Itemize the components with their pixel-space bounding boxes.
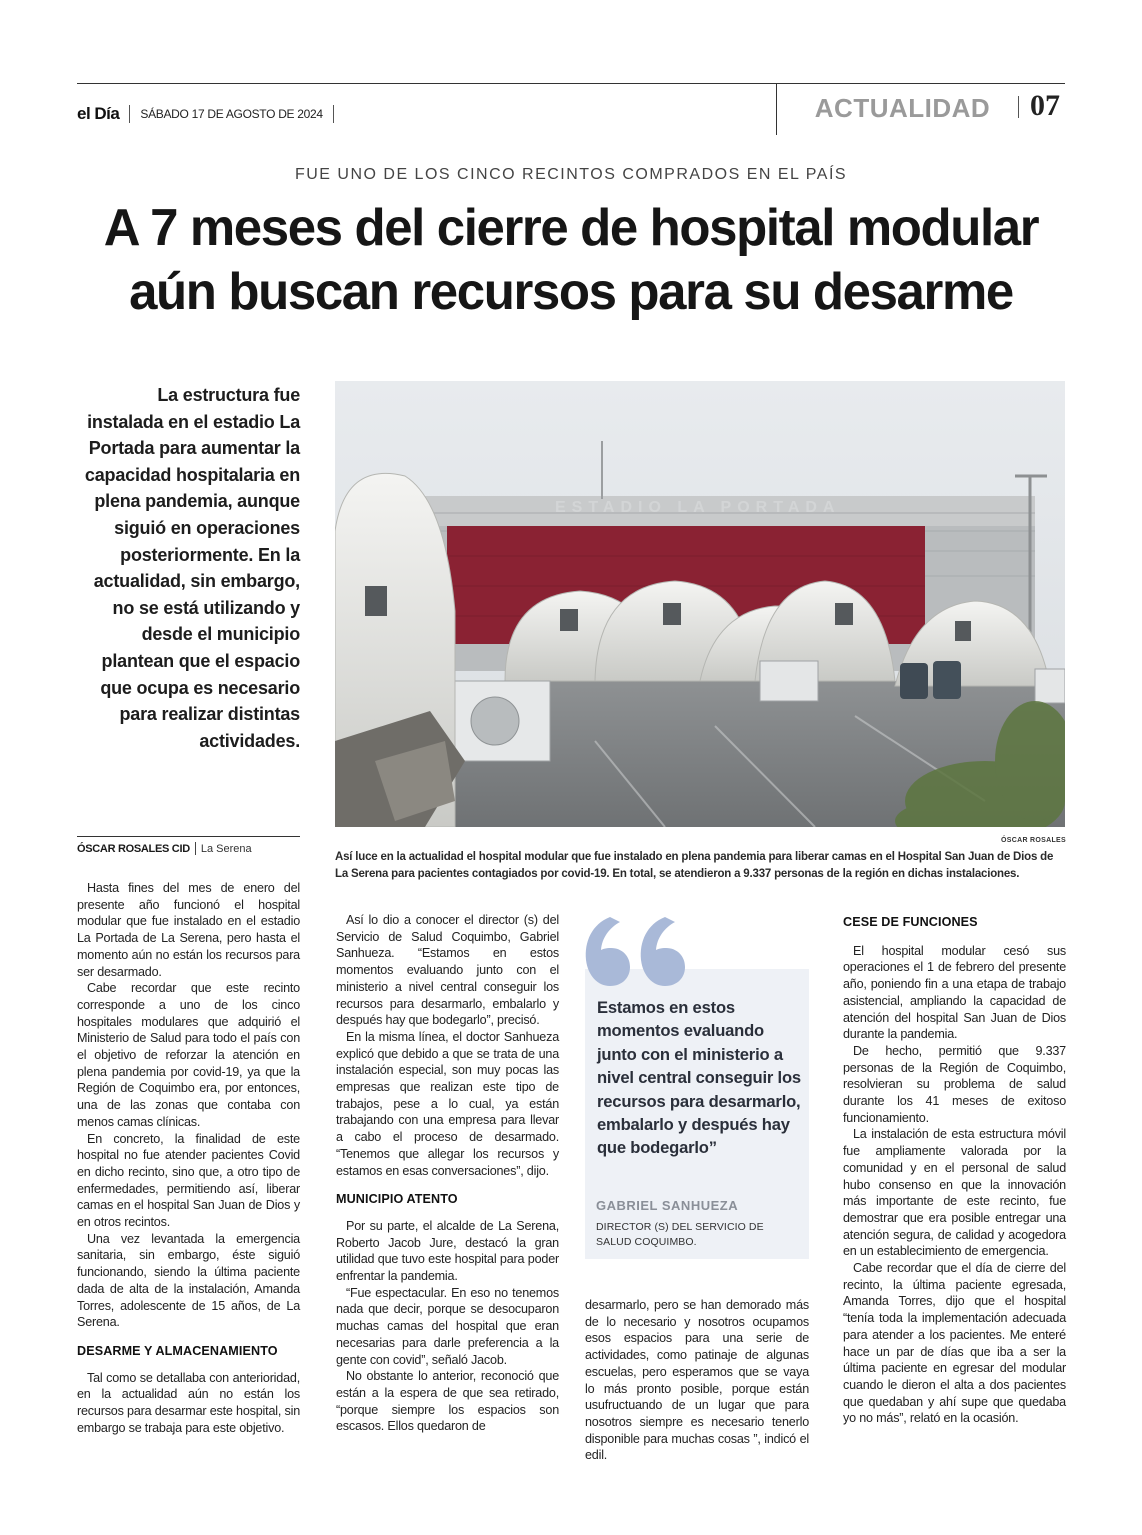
pull-quote-role: DIRECTOR (S) DEL SERVICIO DE SALUD COQUIMBO. — [596, 1221, 764, 1248]
headline-line-1: A 7 meses del cierre de hospital modular — [103, 199, 1039, 257]
paragraph: En concreto, la finalidad de este hospital no fue atender pacientes Covid en dicho recinto, sino que, a otro tipo de enfermedades, permitiendo así, liberar camas en el hospital San Juan de Dios y en otros recintos. — [77, 1131, 300, 1230]
section-name: ACTUALIDAD — [814, 93, 991, 123]
body-column-1 — [77, 880, 300, 1437]
subheading: MUNICIPIO ATENTO — [336, 1192, 458, 1207]
article-photo — [335, 381, 1065, 827]
paragraph: La instalación de esta estructura móvil fue ampliamente valorada por la comunidad y en el personal de salud hubo consenso en que la innovación más importante de este recinto, fue demostrar que era posible entregar una atención segura, de calidad y acogedora en un establecimiento de emergencia. — [843, 1127, 1066, 1259]
section-separator — [1018, 96, 1019, 118]
photo-caption: Así luce en la actualidad el hospital modular que fue instalado en plena pandemia para liberar camas en el Hospital San Juan de Dios de La Serena para pacientes contagiados por covid-19. En total, se atendieron a 9.337 personas de la región en dichas instalaciones. — [335, 851, 1054, 880]
byline-separator — [195, 842, 196, 855]
photo-credit: ÓSCAR ROSALES — [1001, 837, 1066, 844]
headline-line-2: aún buscan recursos para su desarme — [129, 263, 1013, 321]
paragraph: “Fue espectacular. En eso no tenemos nada que decir, porque se desocuparon muchas camas del hospital que eran necesarias para darle preferencia a la gente con covid”, señaló Jacob. — [336, 1285, 559, 1367]
paragraph: Cabe recordar que este recinto corresponde a uno de los cinco hospitales modulares que adquirió el Ministerio de Salud para todo el país con el objetivo de reforzar la atención en plena pandemia por covid-19, ya que la Región de Coquimbo era, por entonces, una de las zonas que contaba con menos camas clínicas. — [77, 981, 300, 1129]
hospital-modular-photo — [335, 381, 1065, 827]
issue-date: SÁBADO 17 DE AGOSTO DE 2024 — [140, 107, 323, 121]
article-headline — [70, 196, 1072, 324]
paragraph: Una vez levantada la emergencia sanitaria, sin embargo, éste siguió funcionando, siendo la última paciente dada de alta de la instalación, Amanda Torres, adolescente de 15 años, de La Serena. — [77, 1231, 300, 1330]
header-vertical-rule — [776, 83, 777, 135]
masthead-separator — [333, 105, 334, 123]
body-column-2 — [336, 912, 559, 1435]
paragraph: Cabe recordar que el día de cierre del recinto, la última paciente egresada, Amanda Torres, dijo que el hospital “tenía toda la implementación adecuada para atender a los pacientes. Me enteré hace un par de días que iba a ser la última paciente en egresar del modular cuando le dieron el alta a dos pacientes que quedaban y ahí supe que quedaba yo no más”, relató en la ocasión. — [843, 1261, 1066, 1426]
paragraph: De hecho, permitió que 9.337 personas de la Región de Coquimbo, resolvieran su problema de salud durante los 41 meses de exitoso funcionamiento. — [843, 1043, 1066, 1125]
subheading: CESE DE FUNCIONES — [843, 915, 978, 929]
paragraph: Así lo dio a conocer el director (s) del Servicio de Salud Coquimbo, Gabriel Sanhueza. “Estamos en estos momentos evaluando junto con el ministerio a nivel central conseguir los recursos para desarmarlo, embalarlo y después hay que bodegarlo”, precisó. — [336, 913, 559, 1028]
subheading: DESARME Y ALMACENAMIENTO — [77, 1343, 278, 1358]
paragraph: desarmarlo, pero se han demorado más de lo necesario y nosotros ocupamos esos espacios para una serie de actividades, como patinaje de algunas escuelas, pero esperamos que se vaya lo más pronto posible, porque están usufructuando de un lugar que para nosotros siempre es necesario tenerlo disponible para muchas cosas ”, indicó el edil. — [585, 1298, 809, 1463]
paragraph: El hospital modular cesó sus operaciones el 1 de febrero del presente año, poniendo fin a una etapa de trabajo asistencial, ampliando la capacidad de atención del hospital San Juan de Dios durante la pandemia. — [843, 943, 1066, 1042]
byline — [77, 842, 252, 855]
body-column-3 — [585, 1297, 809, 1464]
article-kicker: FUE UNO DE LOS CINCO RECINTOS COMPRADOS EN EL PAÍS — [294, 166, 848, 183]
pull-quote-text: Estamos en estos momentos evaluando junto con el ministerio a nivel central conseguir los recursos para desarmarlo, embalarlo y después hay que bodegarlo” — [597, 998, 801, 1158]
byline-place: La Serena — [200, 842, 252, 855]
newspaper-logo: el Día — [77, 104, 120, 123]
paragraph: No obstante lo anterior, reconoció que están a la espera de que sea retirado, “porque siempre los espacios son escasos. Ellos quedaron de — [336, 1369, 559, 1434]
article-lead: La estructura fue instalada en el estadio La Portada para aumentar la capacidad hospitalaria en plena pandemia, aunque siguió en operaciones posteriormente. En la actualidad, sin embargo, no se está utilizando y desde el municipio plantean que el espacio que ocupa es necesario para realizar distintas actividades. — [84, 385, 300, 751]
page-number: 07 — [1030, 89, 1060, 122]
paragraph: Tal como se detallaba con anterioridad, en la actualidad aún no están los recursos para desarmar este hospital, sin embargo se trabaja para este objetivo. — [77, 1370, 300, 1435]
masthead — [77, 100, 344, 128]
pull-quote-name: GABRIEL SANHUEZA — [596, 1198, 739, 1213]
stadium-sign: ESTADIO LA PORTADA — [555, 499, 841, 516]
masthead-separator — [129, 105, 130, 123]
paragraph: Hasta fines del mes de enero del presente año funcionó el hospital modular que fue instalado en el estadio La Portada de La Serena, pero hasta el momento aún no están los recursos para ser desarmado. — [77, 881, 300, 979]
quote-mark-icon — [580, 912, 690, 992]
byline-rule — [77, 836, 300, 837]
header-top-rule — [77, 83, 1065, 84]
paragraph: En la misma línea, el doctor Sanhueza explicó que debido a que se trata de una instalación especial, son muy pocas las empresas que realizan este tipo de trabajos, pese a lo cual, ya están trabajando con una empresa para llevar a cabo el proceso de desarmado. “Tenemos que allegar los recursos y estamos en esas conversaciones”, dijo. — [336, 1029, 559, 1178]
body-column-4 — [843, 914, 1066, 1427]
byline-author: ÓSCAR ROSALES CID — [77, 842, 190, 855]
paragraph: Por su parte, el alcalde de La Serena, Roberto Jacob Jure, destacó la gran utilidad que tuvo este hospital para poder enfrentar la pandemia. — [336, 1218, 559, 1284]
